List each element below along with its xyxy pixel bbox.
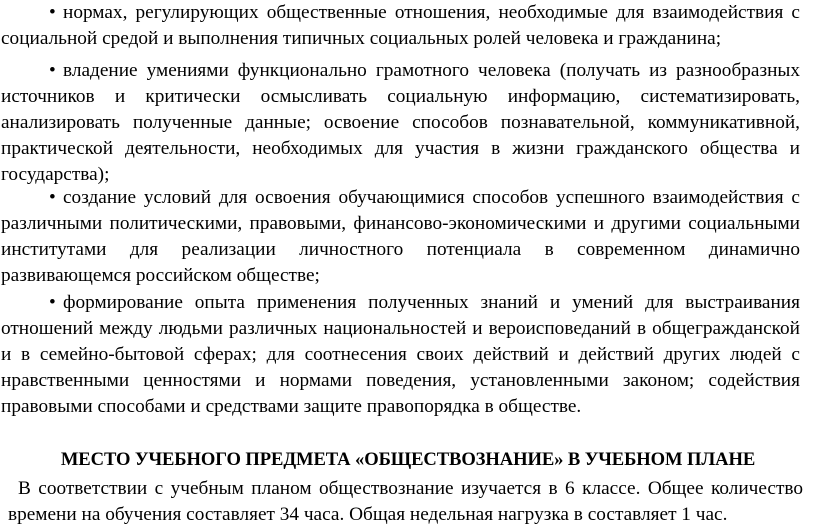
bullet-text: формирование опыта применения полученных знаний и умений для выстраивания отношений между людьми различных национальностей и вероисповеданий в общегражданской и в семейно-бытовой сферах; для соотнесения своих действий и действий других людей с нравственными ценностями и нормами поведения, установленными законом; содействия правовыми способами и средствами защите правопорядка в обществе. [1, 292, 800, 417]
bullet-text: владение умениями функционально грамотного человека (получать из разнообразных источников и критически осмысливать социальную информацию, систематизировать, анализировать полученные данные; освоение способов познавательной, коммуникативной, практической деятельности, необходимых для участия в жизни гражданского общества и государства); [1, 60, 800, 185]
bullet-item-conditions [1, 185, 800, 289]
bullet-marker: • [49, 292, 56, 313]
bullet-marker: • [49, 60, 56, 81]
bullet-item-skills [1, 58, 800, 188]
bullet-marker: • [49, 187, 56, 208]
curriculum-paragraph: В соответствии с учебным планом обществознание изучается в 6 классе. Общее количество времени на обучения составляет 34 часа. Общая недельная нагрузка в составляет 1 час. [8, 478, 803, 525]
bullet-item-norms [1, 0, 800, 52]
bullet-text: создание условий для освоения обучающимися способов успешного взаимодействия с различными политическими, правовыми, финансово-экономическими и другими социальными институтами для реализации личностного потенциала в современном динамично развивающемся российском обществе; [1, 187, 800, 286]
bullet-marker: • [49, 2, 56, 23]
bullet-item-experience [1, 290, 800, 420]
section-heading: МЕСТО УЧЕБНОГО ПРЕДМЕТА «ОБЩЕСТВОЗНАНИЕ» В УЧЕБНОМ ПЛАНЕ [60, 449, 756, 470]
bullet-text: нормах, регулирующих общественные отношения, необходимые для взаимодействия с социальной средой и выполнения типичных социальных ролей человека и гражданина; [1, 2, 800, 49]
